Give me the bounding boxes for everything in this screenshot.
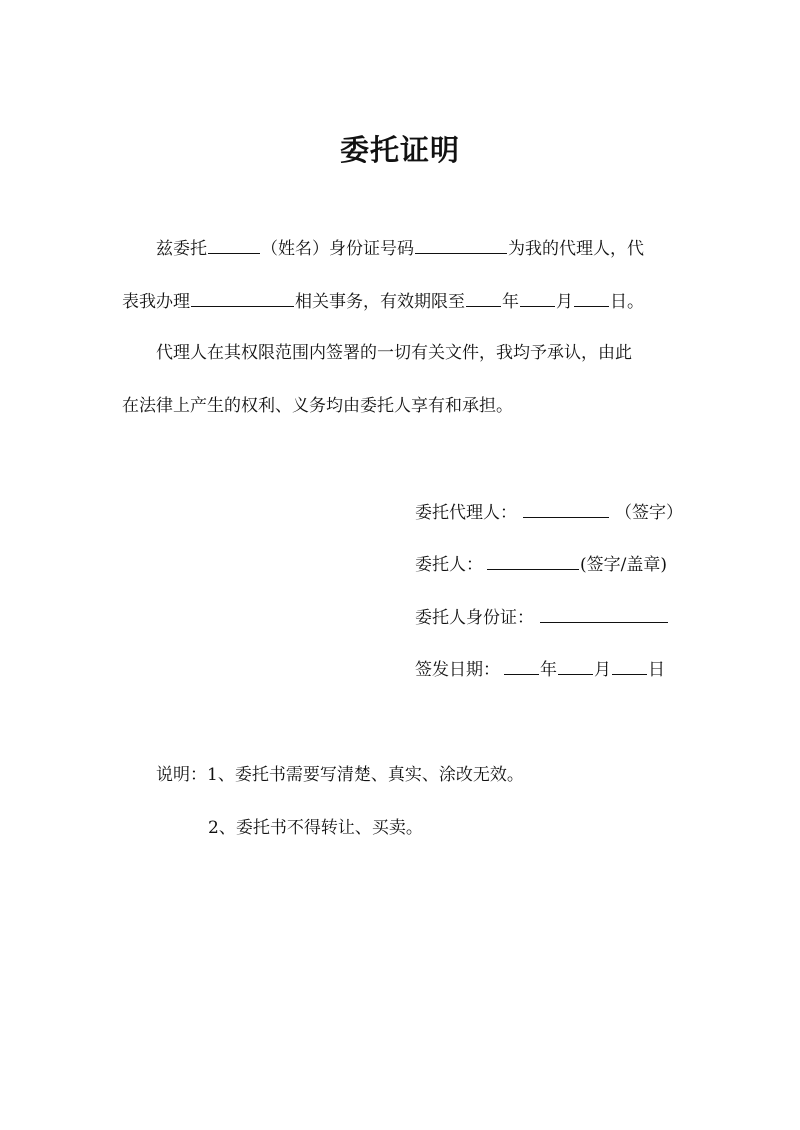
text-segment: 相关事务，有效期限至 xyxy=(295,292,465,312)
text-segment: 年 xyxy=(502,292,519,312)
notes-label: 说明： xyxy=(156,765,207,785)
issue-year-label: 年 xyxy=(540,660,557,680)
paragraph1-line1 xyxy=(156,236,644,261)
issue-date-row xyxy=(415,657,665,682)
text-segment: 表我办理 xyxy=(122,292,190,312)
issue-year-blank xyxy=(504,657,539,675)
note-1: 1、委托书需要写清楚、真实、涂改无效。 xyxy=(207,765,524,785)
text-segment: 为我的代理人，代 xyxy=(508,239,644,259)
issue-date-label: 签发日期： xyxy=(415,660,500,680)
year-blank xyxy=(466,289,501,307)
principal-id-label: 委托人身份证： xyxy=(415,608,534,628)
paragraph2-line1: 代理人在其权限范围内签署的一切有关文件，我均予承认，由此 xyxy=(156,343,632,363)
note-1-row xyxy=(156,763,524,787)
day-blank xyxy=(574,289,609,307)
paragraph1-line2 xyxy=(122,289,644,314)
principal-signature-row xyxy=(415,552,667,577)
text-segment: 月 xyxy=(556,292,573,312)
principal-id-row xyxy=(415,605,669,630)
issue-day-label: 日 xyxy=(648,660,665,680)
matter-blank xyxy=(191,289,294,307)
agent-signature-row xyxy=(415,500,683,525)
id-number-blank xyxy=(415,236,507,254)
note-2: 2、委托书不得转让、买卖。 xyxy=(208,818,423,838)
principal-suffix: (签字/盖章) xyxy=(580,555,667,575)
month-blank xyxy=(520,289,555,307)
text-segment: 日。 xyxy=(610,292,644,312)
paragraph2-line2: 在法律上产生的权利、义务均由委托人享有和承担。 xyxy=(122,396,513,416)
agent-signature-blank xyxy=(523,500,609,518)
principal-id-blank xyxy=(540,605,668,623)
principal-label: 委托人： xyxy=(415,555,483,575)
document-title: 委托证明 xyxy=(339,133,460,167)
name-blank xyxy=(208,236,260,254)
text-segment: 兹委托 xyxy=(156,239,207,259)
issue-month-blank xyxy=(558,657,593,675)
agent-label: 委托代理人： xyxy=(415,503,517,523)
issue-day-blank xyxy=(612,657,647,675)
principal-signature-blank xyxy=(487,552,579,570)
issue-month-label: 月 xyxy=(594,660,611,680)
agent-suffix: （签字） xyxy=(615,503,683,523)
text-segment: （姓名）身份证号码 xyxy=(261,239,414,259)
